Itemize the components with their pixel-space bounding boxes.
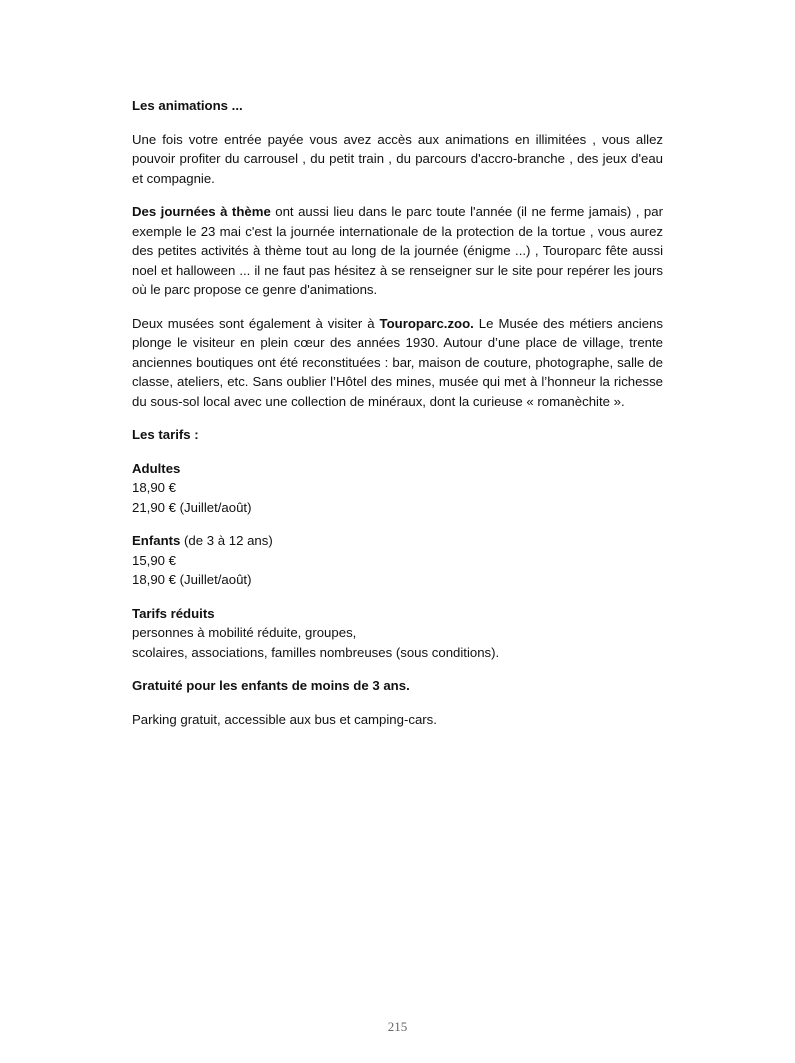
enfants-block bbox=[132, 531, 663, 590]
enfants-label: Enfants bbox=[132, 533, 181, 548]
animations-heading: Les animations ... bbox=[132, 98, 243, 113]
adultes-label: Adultes bbox=[132, 460, 181, 476]
touroparc-bold: Touroparc.zoo. bbox=[379, 315, 474, 331]
theme-days-bold: Des journées à thème bbox=[132, 204, 271, 219]
document-body bbox=[132, 96, 663, 743]
enfants-label-line bbox=[132, 531, 663, 551]
gratuite-text: Gratuité pour les enfants de moins de 3 ans. bbox=[132, 678, 410, 693]
animations-paragraph-1: Une fois votre entrée payée vous avez accès aux animations en illimitées , vous allez pouvoir profiter du carrousel , du petit train , du parcours d'accro-branche , des jeux d'eau et compagnie. bbox=[132, 131, 663, 186]
animations-paragraph-3 bbox=[132, 314, 663, 412]
page-number: 215 bbox=[387, 1019, 408, 1034]
adultes-block bbox=[132, 459, 663, 518]
museums-text-start: Deux musées sont également à visiter à bbox=[132, 315, 380, 331]
enfants-price-2: 18,90 € (Juillet/août) bbox=[132, 572, 252, 587]
theme-days-text: ont aussi lieu dans le parc toute l'année (il ne ferme jamais) , par exemple le 23 mai c'est la journée internationale de la protection de la tortue , vous aurez des petites activités à thème tout au long de la journée (énigme ...) , Touroparc fête aussi noel et halloween ... il ne faut pas hésitez à se renseigner sur le site pour repérer les jours où le parc propose ce genre d'animations. bbox=[132, 204, 663, 297]
animations-paragraph-2 bbox=[132, 202, 663, 300]
museums-text-rest: Le Musée des métiers anciens plonge le visiteur en plein cœur des années 1930. Autour d’une place de village, trente anciennes boutiques ont été reconstituées : bar, maison de couture, photographe, salle de classe, ateliers, etc. Sans oublier l’Hôtel des mines, musée qui met à l’honneur la richesse du sous-sol local avec une collection de minéraux, dont la curieuse « romanèchite ». bbox=[132, 315, 663, 409]
reduits-label: Tarifs réduits bbox=[132, 605, 215, 621]
adultes-price-1: 18,90 € bbox=[132, 480, 176, 495]
enfants-note: (de 3 à 12 ans) bbox=[180, 533, 273, 548]
reduits-line-2: scolaires, associations, familles nombreuses (sous conditions). bbox=[132, 644, 500, 660]
tarifs-heading: Les tarifs : bbox=[132, 427, 199, 442]
enfants-price-1: 15,90 € bbox=[132, 552, 176, 568]
parking-text: Parking gratuit, accessible aux bus et camping-cars. bbox=[132, 711, 437, 727]
adultes-price-2: 21,90 € (Juillet/août) bbox=[132, 499, 252, 515]
reduits-block bbox=[132, 604, 663, 663]
reduits-line-1: personnes à mobilité réduite, groupes, bbox=[132, 625, 357, 640]
